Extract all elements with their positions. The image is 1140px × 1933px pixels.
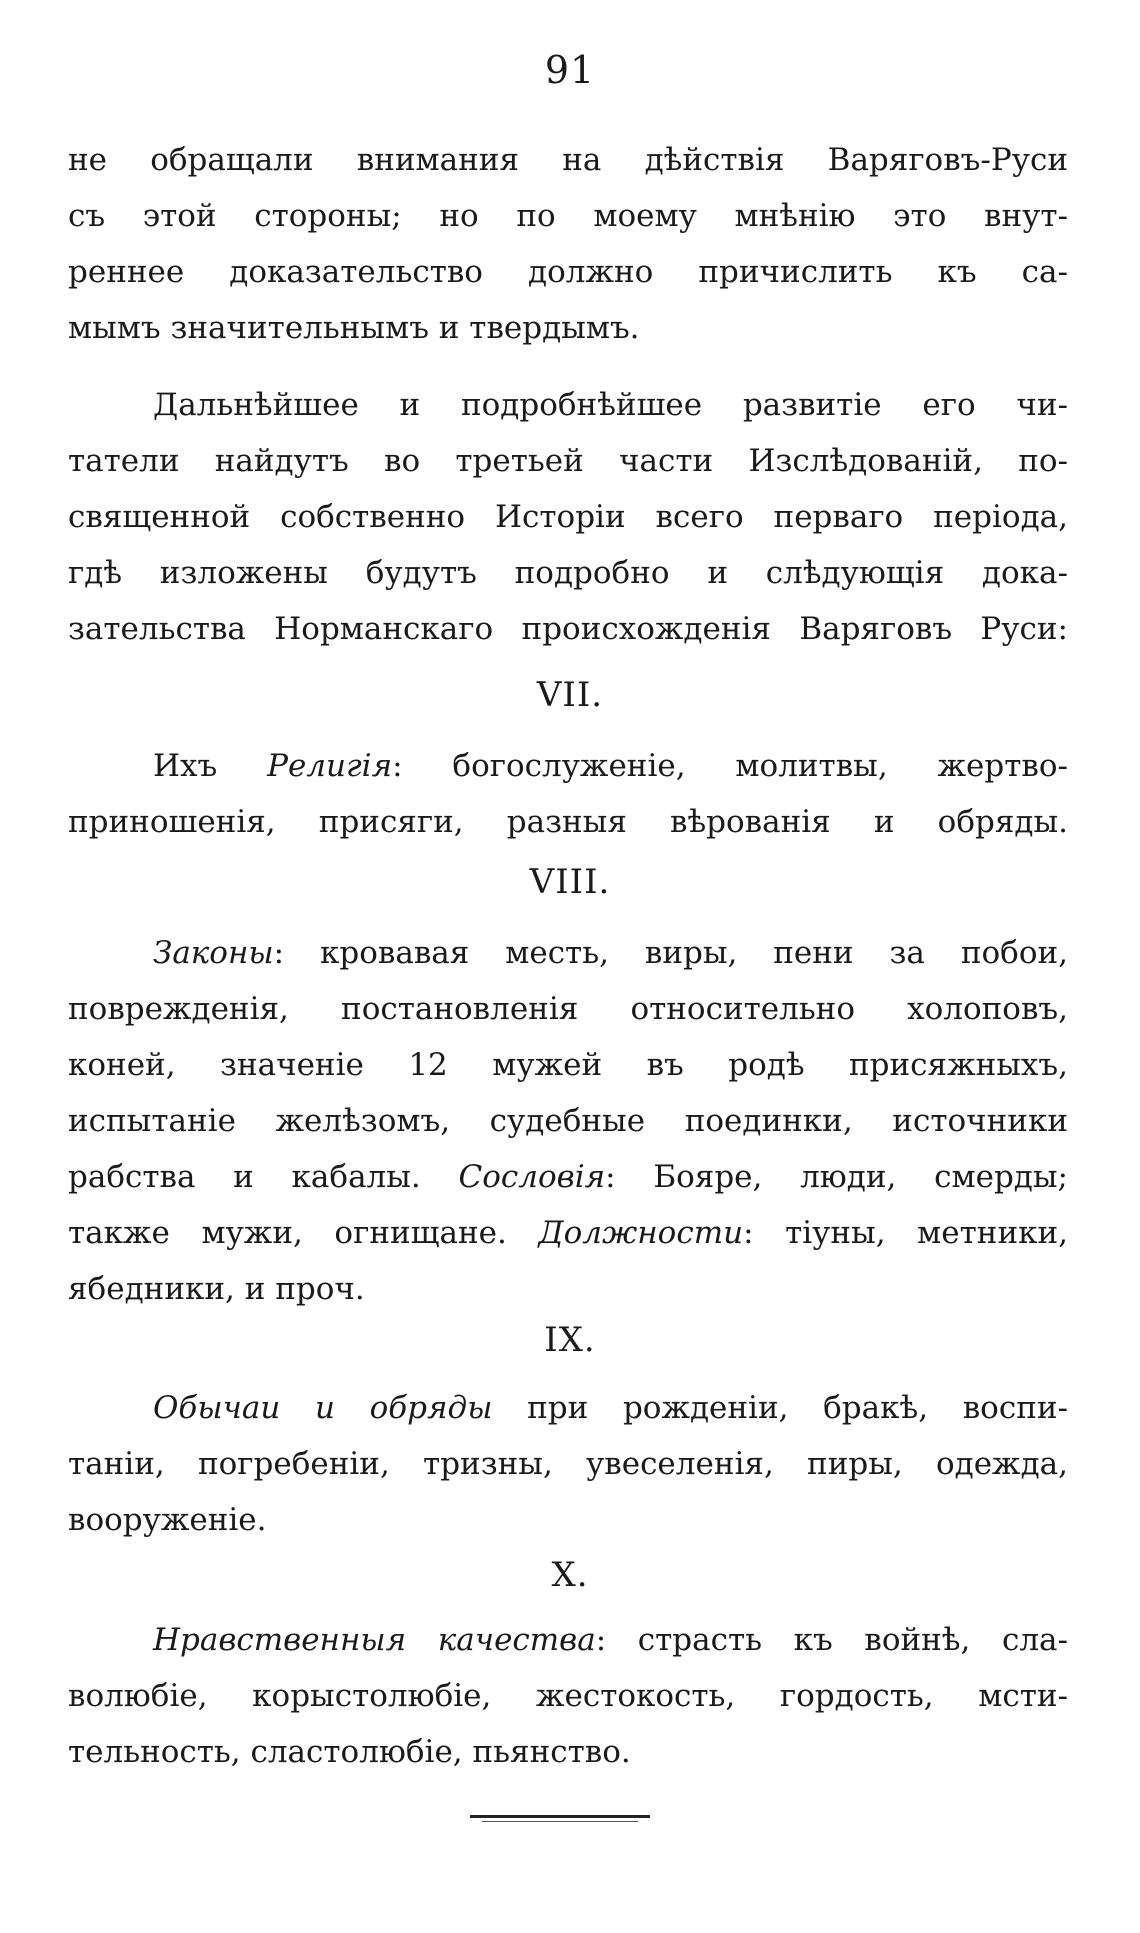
text-line: вооруженіе.: [68, 1502, 267, 1538]
italic-term: Нравственныя качества: [153, 1622, 596, 1658]
text-line: [68, 1380, 1068, 1436]
text-line: коней, значеніе 12 мужей въ родѣ присяжныхъ,: [68, 1047, 1068, 1083]
end-rule: [470, 1815, 650, 1818]
text-run: : страсть къ войнѣ, сла-: [595, 1622, 1068, 1658]
text-run: Ихъ: [153, 748, 268, 784]
section-heading-x: X.: [551, 1555, 589, 1595]
text-line: испытаніе желѣзомъ, судебные поединки, источники: [68, 1103, 1068, 1139]
text-line: мымъ значительнымъ и твердымъ.: [68, 310, 640, 346]
italic-term: Сословія: [458, 1159, 606, 1195]
text-run: : Бояре, люди, смерды;: [605, 1159, 1068, 1195]
text-line: Дальнѣйшее и подробнѣйшее развитіе его чи-: [153, 387, 1068, 423]
section-heading-vii: VII.: [536, 675, 604, 715]
text-run: рабства и кабалы.: [68, 1159, 459, 1195]
text-run: : богослуженіе, молитвы, жертво-: [392, 748, 1068, 784]
text-line: ябедники, и проч.: [68, 1271, 365, 1307]
section-heading-ix: IX.: [544, 1320, 596, 1360]
text-line: реннее доказательство должно причислить къ са-: [68, 254, 1068, 290]
italic-term: Религія: [267, 748, 393, 784]
paragraph-2: [68, 377, 1068, 657]
text-run: также мужи, огнищане.: [68, 1215, 539, 1251]
text-line: поврежденія, постановленія относительно холоповъ,: [68, 991, 1068, 1027]
section-viii-text: [68, 925, 1068, 1317]
text-line: [68, 738, 1068, 794]
page-number: 91: [544, 48, 596, 92]
text-line: тельность, сластолюбіе, пьянство.: [68, 1734, 631, 1770]
text-line: гдѣ изложены будутъ подробно и слѣдующія дока-: [68, 555, 1068, 591]
italic-term: Обычаи и обряды: [153, 1390, 493, 1426]
section-ix-text: [68, 1380, 1068, 1548]
italic-term: Должности: [538, 1215, 744, 1251]
text-line: таніи, погребеніи, тризны, увеселенія, пиры, одежда,: [68, 1446, 1068, 1482]
section-vii-text: [68, 738, 1068, 850]
text-run: при рожденіи, бракѣ, воспи-: [492, 1390, 1068, 1426]
text-line: татели найдутъ во третьей части Изслѣдованій, по-: [68, 443, 1068, 479]
text-line: зательства Норманскаго происхожденія Варяговъ Руси:: [68, 611, 1068, 647]
end-rule-thin: [482, 1821, 638, 1822]
text-line: [68, 1205, 1068, 1261]
text-line: [68, 1612, 1068, 1668]
text-line: священной собственно Исторіи всего перваго періода,: [68, 499, 1068, 535]
text-run: : тіуны, метники,: [743, 1215, 1068, 1251]
text-run: : кровавая месть, виры, пени за побои,: [273, 935, 1068, 971]
text-line: волюбіе, корыстолюбіе, жестокость, гордость, мсти-: [68, 1678, 1068, 1714]
text-line: приношенія, присяги, разныя вѣрованія и обряды.: [68, 804, 1068, 840]
text-line: [68, 1149, 1068, 1205]
paragraph-1: [68, 132, 1068, 356]
text-line: не обращали внимания на дѣйствія Варяговъ-Руси: [68, 142, 1068, 178]
italic-term: Законы: [153, 935, 274, 971]
text-line: съ этой стороны; но по моему мнѣнію это внут-: [68, 198, 1068, 234]
section-heading-viii: VIII.: [529, 862, 611, 902]
text-line: [68, 925, 1068, 981]
section-x-text: [68, 1612, 1068, 1780]
